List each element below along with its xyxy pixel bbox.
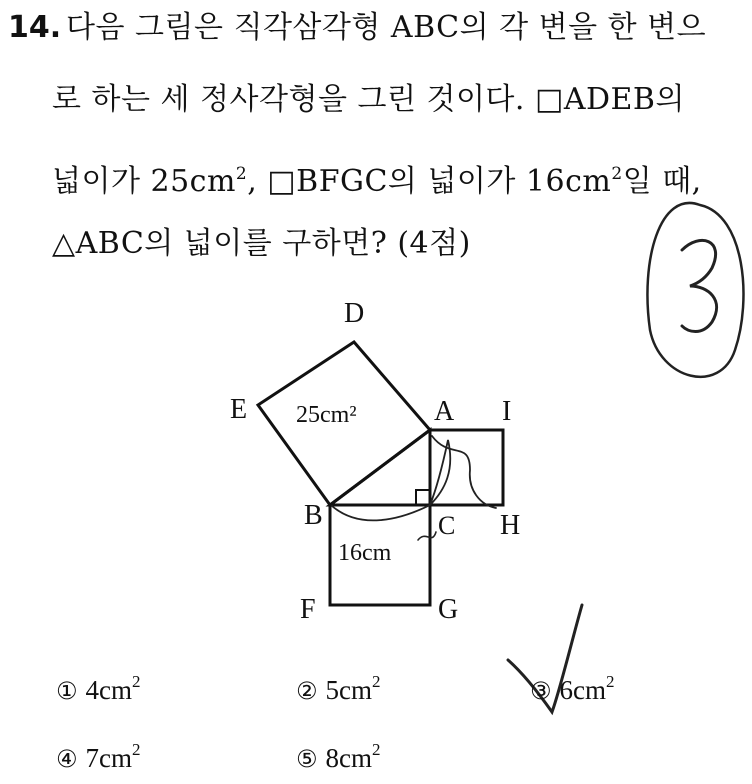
label-c: C [438, 511, 456, 540]
choice-mark: ③ [530, 677, 552, 705]
choice-2[interactable] [296, 672, 381, 706]
choice-4[interactable] [56, 740, 141, 774]
scribble-ah [432, 436, 496, 508]
superscript-2: 2 [235, 164, 248, 184]
choice-value: 6cm [559, 675, 607, 705]
choice-5[interactable] [296, 740, 381, 774]
superscript-2: 2 [132, 740, 141, 759]
label-e: E [230, 394, 248, 425]
choice-mark: ④ [56, 745, 78, 773]
label-a: A [434, 396, 455, 427]
choice-mark: ⑤ [296, 745, 318, 773]
label-b: B [304, 500, 323, 531]
label-d: D [344, 298, 365, 329]
superscript-2: 2 [372, 672, 381, 691]
choice-mark: ② [296, 677, 318, 705]
choice-3[interactable] [530, 672, 615, 706]
question-line-3-a: 넓이가 25cm [52, 164, 236, 199]
choice-value: 7cm [85, 743, 133, 773]
question-line-3-e: 일 때, [622, 164, 702, 199]
superscript-2: 2 [606, 672, 615, 691]
choice-value: 8cm [325, 743, 373, 773]
superscript-2: 2 [611, 164, 623, 184]
handwritten-digit-three [682, 240, 717, 331]
choice-1[interactable] [56, 672, 141, 706]
label-g: G [438, 594, 459, 625]
question-line-1: 다음 그림은 직각삼각형 ABC의 각 변을 한 변으 [66, 10, 707, 45]
question-line-4: △ABC의 넓이를 구하면? (4점) [52, 226, 471, 261]
superscript-2: 2 [372, 740, 381, 759]
area-label-bfgc: 16cm [338, 540, 392, 566]
scribble-bc [332, 440, 450, 520]
label-f: F [300, 594, 316, 625]
label-h: H [500, 510, 521, 541]
question-line-2: 로 하는 세 정사각형을 그린 것이다. □ADEB의 [52, 82, 685, 117]
scribble-c [418, 532, 436, 540]
choice-value: 4cm [85, 675, 133, 705]
label-i: I [502, 396, 512, 427]
question-number: 14. [8, 10, 62, 45]
choice-value: 5cm [325, 675, 373, 705]
question-line-3-c: , □BFGC의 넓이가 16cm [247, 164, 612, 199]
superscript-2: 2 [132, 672, 141, 691]
answer-circle [647, 203, 743, 377]
choice-mark: ① [56, 677, 78, 705]
area-label-adeb: 25cm² [296, 402, 357, 428]
